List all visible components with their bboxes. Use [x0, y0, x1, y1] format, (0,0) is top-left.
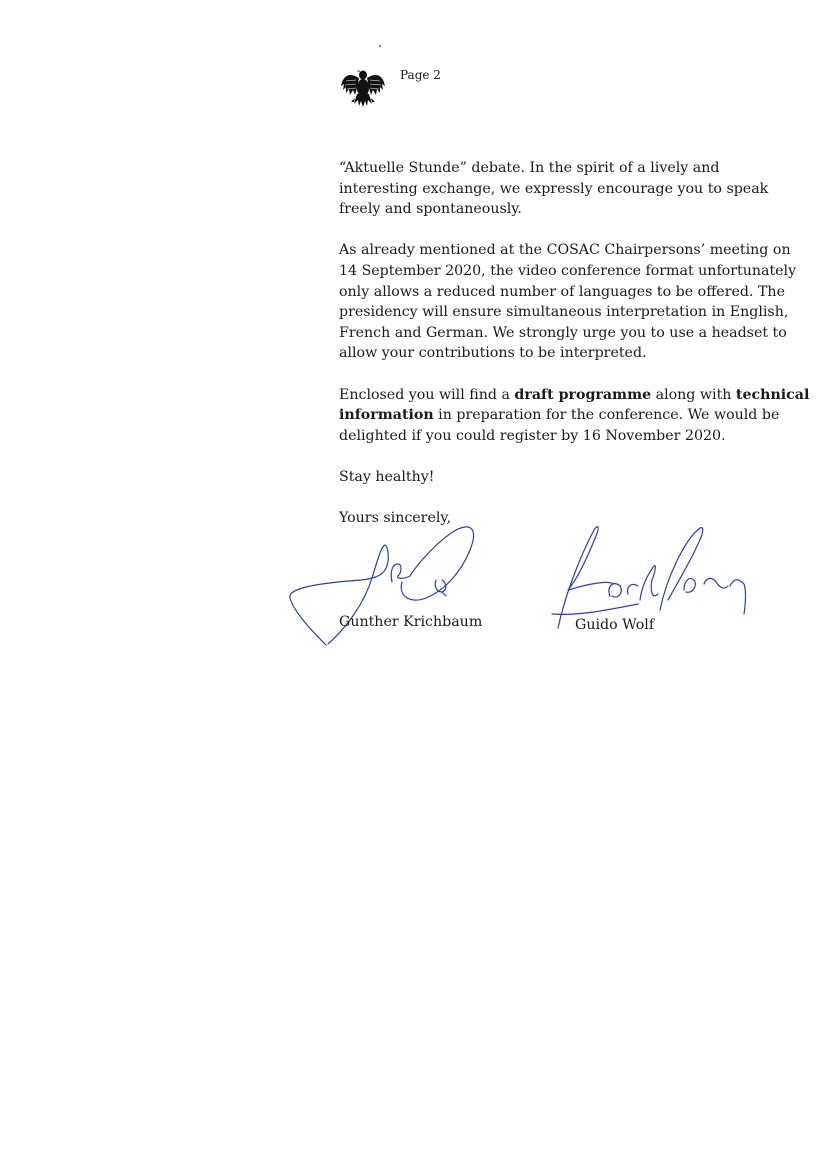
signature-wolf — [548, 520, 758, 630]
signatory-name-krichbaum: Gunther Krichbaum — [339, 614, 483, 630]
text-run: in preparation for the conference. We would be — [433, 407, 780, 424]
text-run: Enclosed you will find a — [339, 386, 515, 403]
text-line: presidency will ensure simultaneous interpretation in English, — [339, 304, 789, 321]
paragraph-enclosures — [339, 385, 810, 447]
page-number: Page 2 — [400, 68, 441, 82]
text-line — [339, 385, 810, 406]
closing-greeting: Stay healthy! — [339, 468, 435, 485]
paragraph-languages — [339, 240, 797, 364]
technical-information-term: information — [339, 407, 434, 424]
text-run: along with — [651, 386, 736, 403]
text-line: 14 September 2020, the video conference format unfortunately — [339, 262, 797, 279]
draft-programme-term: draft programme — [514, 386, 652, 403]
technical-information-term: technical — [735, 386, 810, 403]
text-line: “Aktuelle Stunde” debate. In the spirit of a lively and — [339, 160, 720, 176]
paragraph-debate — [339, 158, 779, 220]
text-line: freely and spontaneously. — [339, 201, 522, 218]
letter-body — [339, 158, 810, 549]
text-line: As already mentioned at the COSAC Chairpersons’ meeting on — [339, 242, 791, 259]
text-line: delighted if you could register by 16 November 2020. — [339, 427, 726, 444]
signatory-name-wolf: Guido Wolf — [575, 617, 655, 633]
closing-valediction: Yours sincerely, — [339, 510, 452, 527]
text-line: French and German. We strongly urge you to use a headset to — [339, 324, 787, 341]
text-line: interesting exchange, we expressly encourage you to speak — [339, 180, 769, 197]
scan-speck — [379, 45, 381, 47]
text-line: only allows a reduced number of languages to be offered. The — [339, 283, 785, 300]
federal-eagle-icon — [340, 66, 386, 108]
text-line — [339, 405, 779, 426]
text-line: allow your contributions to be interpreted. — [339, 345, 647, 362]
